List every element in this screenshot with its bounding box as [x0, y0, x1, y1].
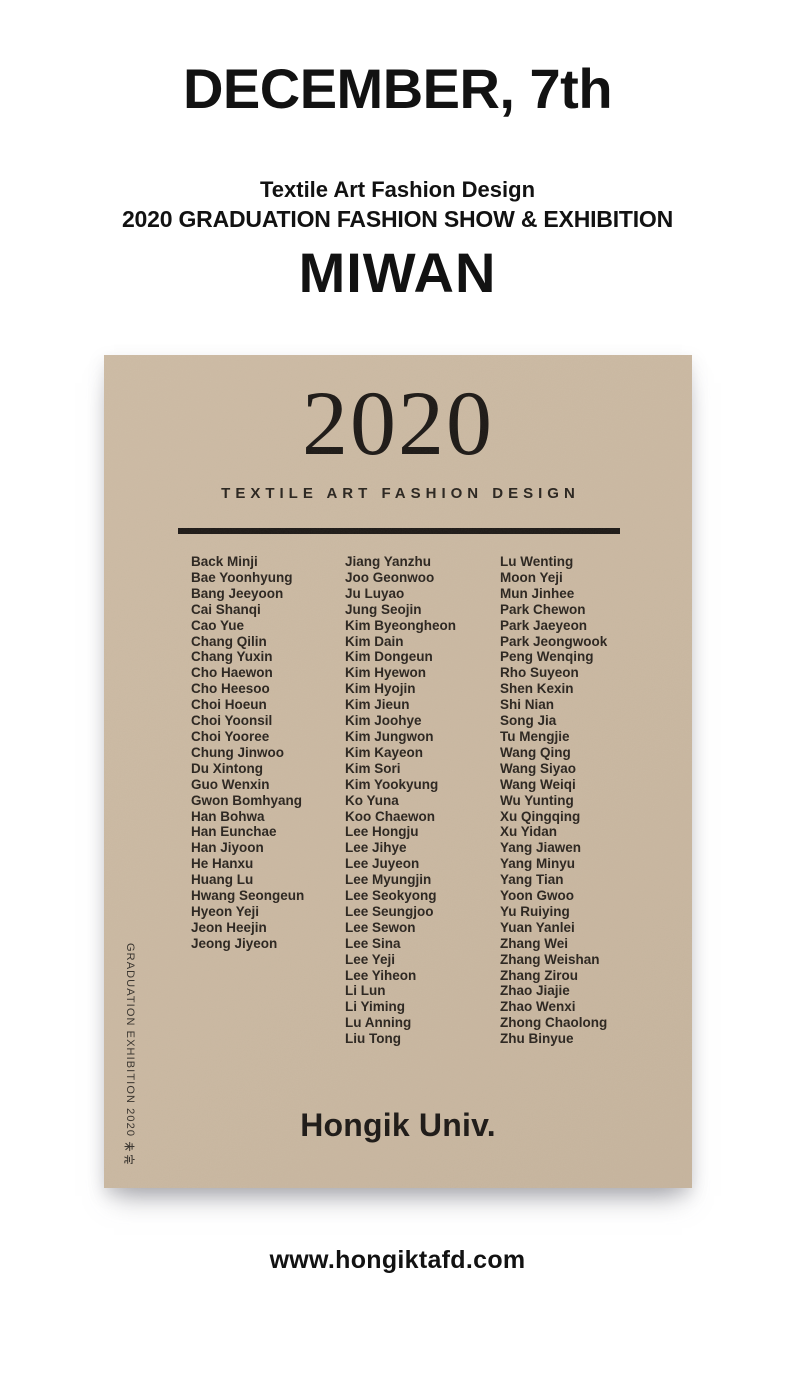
university-name: Hongik Univ.: [300, 1107, 496, 1143]
name-entry: Lu Anning: [345, 1015, 412, 1031]
name-entry: Wang Weiqi: [500, 776, 576, 792]
event-subtitle: [0, 176, 795, 234]
name-entry: Yoon Gwoo: [500, 888, 574, 904]
name-entry: Koo Chaewon: [345, 808, 435, 824]
name-entry: Hyeon Yeji: [191, 903, 260, 919]
name-entry: Bae Yoonhyung: [191, 569, 293, 585]
name-entry: Moon Yeji: [500, 569, 563, 585]
name-entry: Chang Qilin: [191, 633, 267, 649]
name-entry: Jeon Heejin: [191, 919, 267, 935]
poster-subtitle: TEXTILE ART FASHION DESIGN: [221, 485, 580, 502]
name-entry: Guo Wenxin: [191, 776, 270, 792]
name-entry: Lee Juyeon: [345, 856, 420, 872]
name-entry: Rho Suyeon: [500, 665, 579, 681]
name-entry: Yang Minyu: [500, 856, 576, 872]
name-entry: Kim Joohye: [345, 713, 422, 729]
name-entry: Han Eunchae: [191, 824, 277, 840]
name-entry: Kim Sori: [345, 760, 401, 776]
name-entry: Yu Ruiying: [500, 903, 570, 919]
name-entry: Lee Jihye: [345, 840, 407, 856]
name-entry: He Hanxu: [191, 856, 254, 872]
name-entry: Wang Qing: [500, 744, 571, 760]
name-entry: Gwon Bomhyang: [191, 792, 302, 808]
name-entry: Kim Jieun: [345, 697, 410, 713]
name-column-2: [345, 554, 456, 1047]
name-entry: Ju Luyao: [345, 585, 405, 601]
name-entry: Shen Kexin: [500, 681, 574, 697]
name-entry: Cao Yue: [191, 617, 245, 633]
name-entry: Shi Nian: [500, 697, 555, 713]
name-entry: Lee Myungjin: [345, 872, 432, 888]
name-entry: Park Jeongwook: [500, 633, 608, 649]
name-entry: Yang Tian: [500, 872, 564, 888]
name-entry: Lee Sewon: [345, 919, 416, 935]
name-entry: Kim Hyojin: [345, 681, 416, 697]
name-entry: Bang Jeeyoon: [191, 585, 284, 601]
side-text-latin: GRADUATION EXHIBITION 2020: [124, 943, 136, 1138]
name-entry: Jiang Yanzhu: [345, 554, 432, 569]
name-entry: Choi Yoonsil: [191, 713, 273, 729]
name-entry: Lee Seokyong: [345, 888, 437, 904]
name-entry: Kim Hyewon: [345, 665, 427, 681]
name-entry: Back Minji: [191, 554, 258, 569]
poster-year: 2020: [302, 372, 494, 474]
name-entry: Lee Yeji: [345, 951, 396, 967]
name-entry: Zhu Binyue: [500, 1031, 574, 1047]
name-entry: Zhao Jiajie: [500, 983, 570, 999]
name-entry: Wu Yunting: [500, 792, 574, 808]
name-entry: Joo Geonwoo: [345, 569, 435, 585]
name-entry: Park Chewon: [500, 601, 586, 617]
name-entry: Hwang Seongeun: [191, 888, 305, 904]
name-entry: Huang Lu: [191, 872, 254, 888]
cjk-char-wan-icon: [124, 1154, 135, 1165]
name-entry: Han Bohwa: [191, 808, 265, 824]
name-entry: Lu Wenting: [500, 554, 574, 569]
event-date: DECEMBER, 7th: [182, 57, 613, 120]
name-entry: Xu Yidan: [500, 824, 558, 840]
website-url: www.hongiktafd.com: [269, 1246, 526, 1274]
name-entry: Lee Seungjoo: [345, 903, 434, 919]
name-entry: Song Jia: [500, 713, 557, 729]
name-entry: Lee Hongju: [345, 824, 419, 840]
name-entry: Cho Haewon: [191, 665, 273, 681]
name-entry: Kim Dongeun: [345, 649, 433, 665]
name-entry: Xu Qingqing: [500, 808, 581, 824]
name-entry: Kim Kayeon: [345, 744, 424, 760]
name-entry: Tu Mengjie: [500, 728, 570, 744]
name-entry: Yang Jiawen: [500, 840, 582, 856]
name-entry: Chang Yuxin: [191, 649, 273, 665]
name-entry: Cho Heesoo: [191, 681, 270, 697]
name-entry: Li Lun: [345, 983, 386, 999]
name-entry: Ko Yuna: [345, 792, 399, 808]
name-entry: Zhang Zirou: [500, 967, 578, 983]
name-entry: Zhao Wenxi: [500, 999, 576, 1015]
name-entry: Park Jaeyeon: [500, 617, 588, 633]
event-subtitle-line2: 2020 GRADUATION FASHION SHOW & EXHIBITION: [121, 206, 674, 232]
name-entry: Zhang Wei: [500, 935, 569, 951]
name-entry: Jeong Jiyeon: [191, 935, 278, 951]
name-column-3: [500, 554, 607, 1047]
name-column-1: [191, 554, 304, 952]
name-entry: Wang Siyao: [500, 760, 577, 776]
name-entry: Peng Wenqing: [500, 649, 594, 665]
name-entry: Lee Yiheon: [345, 967, 417, 983]
name-entry: Choi Hoeun: [191, 697, 267, 713]
name-entry: Han Jiyoon: [191, 840, 264, 856]
name-entry: Liu Tong: [345, 1031, 401, 1047]
name-entry: Jung Seojin: [345, 601, 422, 617]
name-entry: Lee Sina: [345, 935, 401, 951]
miwan-cjk-glyphs: [124, 1141, 135, 1165]
name-entry: Du Xintong: [191, 760, 263, 776]
name-entry: Li Yiming: [345, 999, 406, 1015]
name-entry: Kim Byeongheon: [345, 617, 457, 633]
event-subtitle-line1: Textile Art Fashion Design: [259, 177, 536, 202]
poster-card: [104, 355, 692, 1188]
name-entry: Zhang Weishan: [500, 951, 600, 967]
name-entry: Yuan Yanlei: [500, 919, 575, 935]
name-entry: Chung Jinwoo: [191, 744, 284, 760]
name-entry: Mun Jinhee: [500, 585, 575, 601]
name-entry: Kim Dain: [345, 633, 404, 649]
name-entry: Cai Shanqi: [191, 601, 261, 617]
divider-rule: [178, 528, 620, 534]
name-entry: Zhong Chaolong: [500, 1015, 608, 1031]
name-entry: Choi Yooree: [191, 728, 270, 744]
name-entry: Kim Yookyung: [345, 776, 439, 792]
event-theme-title: MIWAN: [298, 241, 497, 304]
name-entry: Kim Jungwon: [345, 728, 434, 744]
